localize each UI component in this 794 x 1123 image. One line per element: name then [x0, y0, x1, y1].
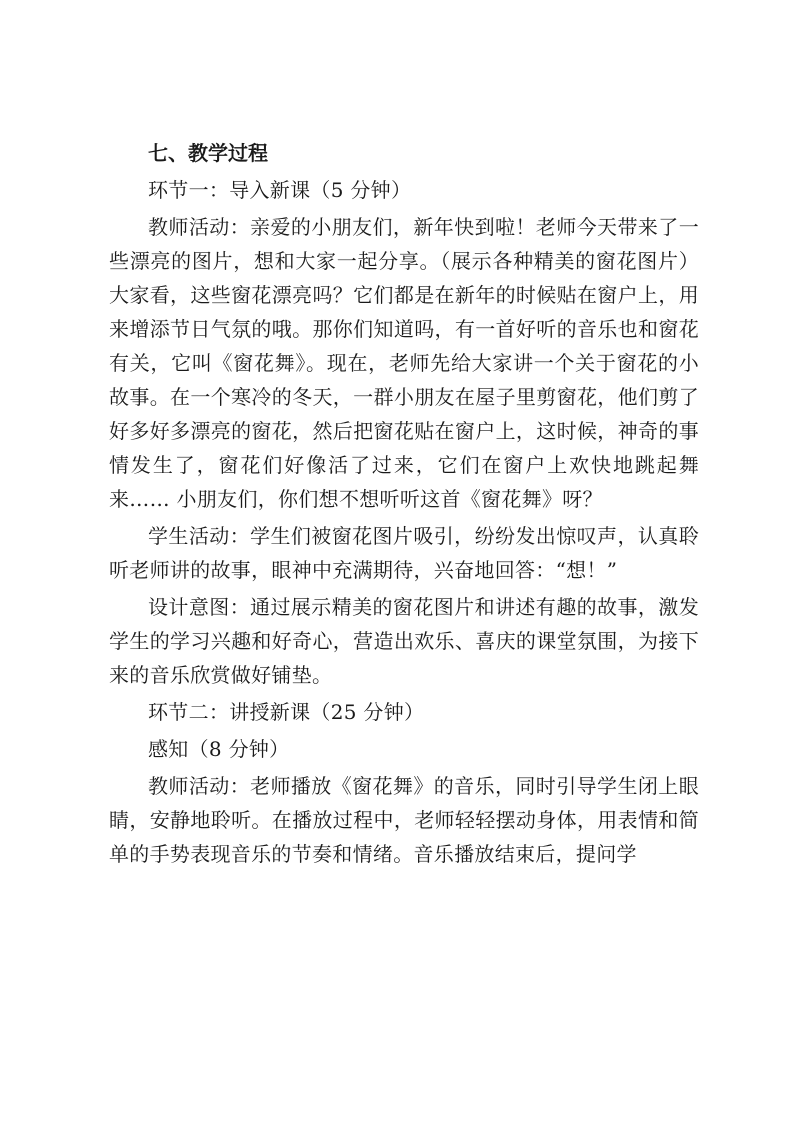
paragraph-perception-title: 感知（8 分钟）: [148, 737, 290, 761]
paragraph-stage-one-title: 环节一：导入新课（5 分钟）: [148, 178, 412, 202]
paragraph-student-activity: 学生活动：学生们被窗花图片吸引，纷纷发出惊叹声，认真聆听老师讲的故事，眼神中充满期待，兴奋地回答：“想！”: [109, 524, 699, 582]
document-body: [109, 136, 699, 871]
paragraph-design-intent: 设计意图：通过展示精美的窗花图片和讲述有趣的故事，激发学生的学习兴趣和好奇心，营造出欢乐、喜庆的课堂氛围，为接下来的音乐欣赏做好铺垫。: [109, 595, 699, 687]
paragraph-teacher-activity-listening: 教师活动：老师播放《窗花舞》的音乐，同时引导学生闭上眼睛，安静地聆听。在播放过程中，老师轻轻摆动身体，用表情和简单的手势表现音乐的节奏和情绪。音乐播放结束后，提问学: [109, 774, 699, 866]
paragraph-teacher-activity-intro: 教师活动：亲爱的小朋友们，新年快到啦！老师今天带来了一些漂亮的图片，想和大家一起分享。（展示各种精美的窗花图片）大家看，这些窗花漂亮吗？它们都是在新年的时候贴在窗户上，用来增添节日气氛的哦。那你们知道吗，有一首好听的音乐也和窗花有关，它叫《窗花舞》。现在，老师先给大家讲一个关于窗花的小故事。在一个寒冷的冬天，一群小朋友在屋子里剪窗花，他们剪了好多好多漂亮的窗花，然后把窗花贴在窗户上，这时候，神奇的事情发生了，窗花们好像活了过来，它们在窗户上欢快地跳起舞来…… 小朋友们，你们想不想听听这首《窗花舞》呀？: [109, 215, 699, 511]
paragraph-stage-two-title: 环节二：讲授新课（25 分钟）: [148, 700, 425, 724]
section-title: 七、教学过程: [148, 141, 268, 165]
